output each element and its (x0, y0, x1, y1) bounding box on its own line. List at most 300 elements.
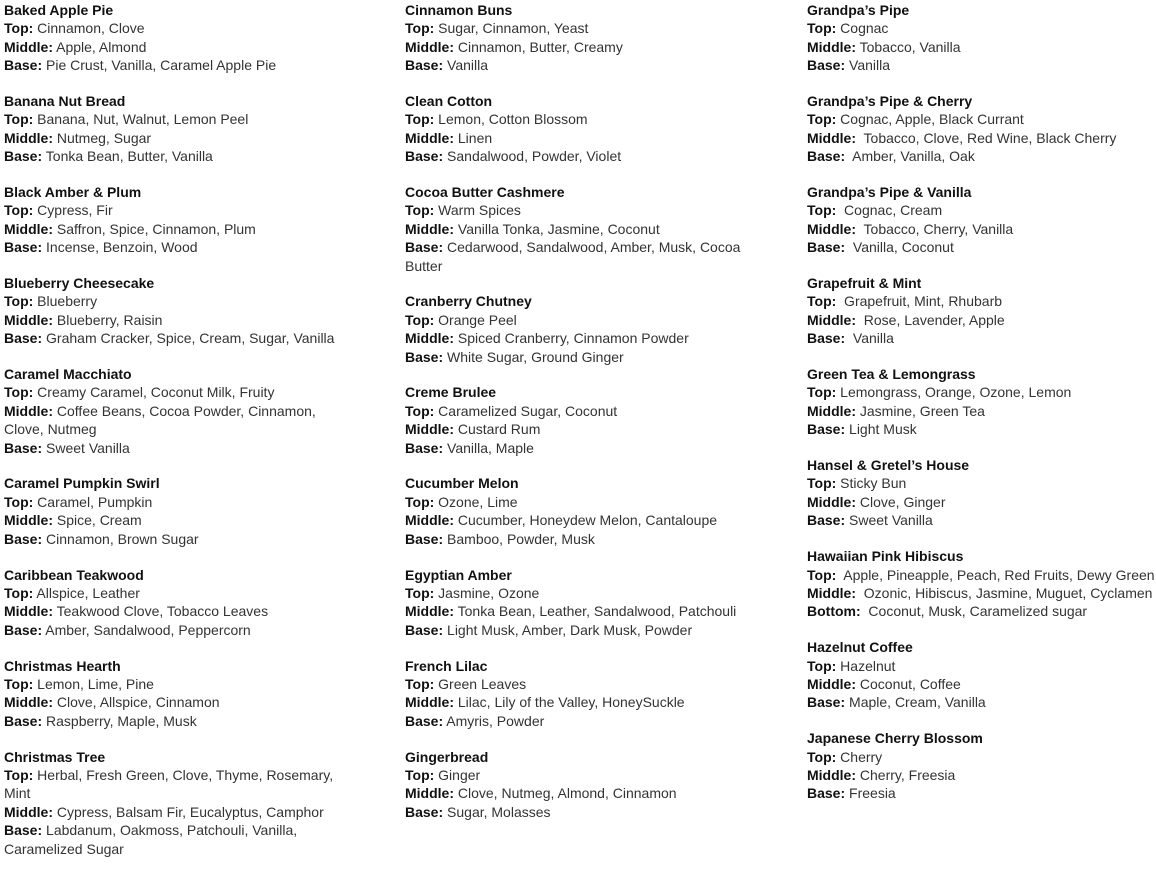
note-line (405, 238, 750, 275)
scent-entry (4, 92, 344, 166)
note-value: Cherry (836, 748, 883, 765)
note-label: Top: (807, 475, 837, 492)
note-line (405, 19, 750, 37)
note-value: Cherry, Freesia (856, 766, 956, 783)
note-value: Tobacco, Cherry, Vanilla (856, 220, 1014, 237)
note-value: Jasmine, Green Tea (856, 402, 985, 419)
note-line (4, 110, 344, 128)
note-label: Middle: (405, 512, 454, 529)
scent-title: Hazelnut Coffee (807, 639, 913, 656)
scent-title: Christmas Tree (4, 748, 106, 765)
note-line (4, 712, 344, 730)
note-label: Base: (4, 239, 43, 256)
note-label: Middle: (807, 584, 856, 601)
note-value: Sandalwood, Powder, Violet (443, 148, 622, 165)
note-line (405, 147, 750, 165)
note-value: White Sugar, Ground Ginger (443, 348, 624, 365)
note-label: Top: (405, 493, 435, 510)
note-value: Sugar, Molasses (443, 803, 551, 820)
note-line (405, 220, 750, 238)
note-value: Bamboo, Powder, Musk (443, 530, 595, 547)
note-value: Orange Peel (434, 311, 517, 328)
note-line (4, 621, 344, 639)
note-line (807, 784, 1156, 802)
scent-entry (405, 292, 750, 366)
note-label: Base: (4, 530, 43, 547)
note-label: Base: (405, 239, 444, 256)
note-value: Allspice, Leather (33, 584, 140, 601)
note-value: Ozone, Lime (434, 493, 518, 510)
note-line (405, 439, 750, 457)
note-value: Graham Cracker, Spice, Cream, Sugar, Vanilla (42, 330, 335, 347)
note-label: Top: (4, 675, 34, 692)
note-label: Middle: (4, 220, 53, 237)
note-line (807, 675, 1156, 693)
scent-title: Cinnamon Buns (405, 2, 513, 18)
note-value: Cognac, Apple, Black Currant (836, 111, 1024, 128)
note-label: Top: (807, 293, 837, 310)
note-label: Top: (405, 311, 435, 328)
note-line (807, 657, 1156, 675)
note-value: Rose, Lavender, Apple (856, 311, 1005, 328)
scent-entry (4, 566, 344, 640)
note-label: Base: (807, 512, 846, 529)
note-label: Top: (405, 675, 435, 692)
note-value: Blueberry, Raisin (53, 311, 163, 328)
scent-entry (4, 1, 344, 75)
note-label: Base: (4, 148, 43, 165)
note-line (4, 766, 344, 803)
note-line (4, 129, 344, 147)
note-line (405, 329, 750, 347)
note-label: Middle: (405, 603, 454, 620)
note-line (405, 129, 750, 147)
note-value: Lilac, Lily of the Valley, HoneySuckle (454, 694, 685, 711)
scent-title: Japanese Cherry Blossom (807, 730, 983, 747)
scent-entry (405, 748, 750, 822)
note-label: Top: (4, 202, 34, 219)
note-line (807, 748, 1156, 766)
scent-title: Christmas Hearth (4, 657, 121, 674)
note-label: Top: (4, 293, 34, 310)
note-line (4, 402, 344, 439)
note-line (807, 201, 1156, 219)
note-value: Vanilla (845, 330, 894, 347)
note-line (405, 56, 750, 74)
scent-title: Hawaiian Pink Hibiscus (807, 548, 964, 565)
scent-entry (807, 1, 1156, 75)
note-value: Banana, Nut, Walnut, Lemon Peel (33, 111, 249, 128)
note-label: Top: (807, 657, 837, 674)
note-value: Clove, Ginger (856, 493, 946, 510)
note-line (807, 311, 1156, 329)
scent-entry (4, 657, 344, 731)
note-value: Clove, Nutmeg, Almond, Cinnamon (454, 785, 677, 802)
note-label: Top: (4, 20, 34, 37)
note-line (807, 474, 1156, 492)
note-label: Top: (807, 20, 837, 37)
scent-title: Hansel & Gretel’s House (807, 457, 970, 474)
scent-title: Black Amber & Plum (4, 184, 142, 201)
note-line (807, 129, 1156, 147)
note-value: Hazelnut (836, 657, 896, 674)
scent-title: Caribbean Teakwood (4, 566, 144, 583)
note-value: Light Musk, Amber, Dark Musk, Powder (443, 621, 693, 638)
note-line (807, 19, 1156, 37)
scent-title: Gingerbread (405, 748, 489, 765)
scent-title: Grandpa’s Pipe & Vanilla (807, 184, 972, 201)
note-label: Top: (4, 384, 34, 401)
scent-entry (807, 365, 1156, 439)
note-value: Labdanum, Oakmoss, Patchouli, Vanilla, Caramelized Sugar (4, 822, 302, 857)
note-label: Top: (807, 384, 837, 401)
note-line (4, 238, 344, 256)
scent-title: French Lilac (405, 657, 488, 674)
note-line (4, 292, 344, 310)
note-label: Base: (405, 57, 444, 74)
note-line (807, 38, 1156, 56)
note-value: Apple, Almond (53, 38, 147, 55)
note-label: Base: (405, 148, 444, 165)
note-line (405, 530, 750, 548)
note-value: Cognac (836, 20, 889, 37)
scent-column (4, 1, 344, 875)
note-line (807, 110, 1156, 128)
note-label: Base: (405, 621, 444, 638)
note-value: Coconut, Coffee (856, 675, 961, 692)
scent-entry (405, 383, 750, 457)
note-value: Ozonic, Hibiscus, Jasmine, Muguet, Cyclamen (856, 584, 1153, 601)
scent-title: Creme Brulee (405, 384, 497, 401)
note-line (807, 383, 1156, 401)
scent-title: Caramel Pumpkin Swirl (4, 475, 160, 492)
note-value: Linen (454, 129, 493, 146)
note-line (405, 402, 750, 420)
note-line (807, 493, 1156, 511)
note-value: Caramel, Pumpkin (33, 493, 153, 510)
note-label: Middle: (807, 675, 856, 692)
note-line (4, 602, 344, 620)
note-value: Cinnamon, Clove (33, 20, 145, 37)
note-label: Top: (4, 493, 34, 510)
note-line (405, 712, 750, 730)
note-value: Saffron, Spice, Cinnamon, Plum (53, 220, 256, 237)
note-label: Base: (405, 348, 444, 365)
note-label: Middle: (807, 38, 856, 55)
note-label: Base: (807, 694, 846, 711)
scent-entry (405, 566, 750, 640)
scent-entry (807, 729, 1156, 803)
note-line (807, 292, 1156, 310)
note-line (405, 584, 750, 602)
note-value: Vanilla (845, 57, 891, 74)
note-label: Top: (807, 566, 837, 583)
note-value: Lemon, Cotton Blossom (434, 111, 588, 128)
note-line (405, 803, 750, 821)
note-value: Maple, Cream, Vanilla (845, 694, 986, 711)
note-line (405, 420, 750, 438)
note-value: Spiced Cranberry, Cinnamon Powder (454, 330, 689, 347)
note-line (4, 511, 344, 529)
note-line (405, 348, 750, 366)
note-value: Pie Crust, Vanilla, Caramel Apple Pie (42, 57, 277, 74)
note-line (807, 329, 1156, 347)
note-line (4, 201, 344, 219)
note-value: Cypress, Balsam Fir, Eucalyptus, Camphor (53, 803, 324, 820)
scent-title: Grandpa’s Pipe & Cherry (807, 93, 973, 110)
note-value: Raspberry, Maple, Musk (42, 712, 197, 729)
note-label: Base: (4, 57, 43, 74)
note-value: Ginger (434, 766, 481, 783)
note-value: Coffee Beans, Cocoa Powder, Cinnamon, Clove, Nutmeg (4, 402, 320, 438)
note-label: Middle: (405, 421, 454, 438)
note-label: Middle: (807, 220, 856, 237)
note-value: Cedarwood, Sandalwood, Amber, Musk, Cocoa Butter (405, 239, 745, 274)
note-value: Cognac, Cream (836, 202, 943, 219)
scent-column (405, 1, 750, 839)
scent-entry (807, 183, 1156, 257)
note-line (4, 439, 344, 457)
scent-title: Clean Cotton (405, 93, 493, 110)
note-label: Top: (405, 584, 435, 601)
note-line (807, 693, 1156, 711)
note-line (405, 766, 750, 784)
note-label: Middle: (807, 766, 856, 783)
note-label: Middle: (405, 220, 454, 237)
note-label: Middle: (405, 694, 454, 711)
note-value: Amber, Sandalwood, Peppercorn (42, 621, 251, 638)
note-value: Vanilla (443, 57, 489, 74)
scent-entry (4, 274, 344, 348)
note-label: Top: (405, 766, 435, 783)
scent-entry (807, 547, 1156, 621)
note-label: Top: (807, 111, 837, 128)
note-label: Top: (4, 111, 34, 128)
note-line (807, 566, 1156, 584)
scent-title: Grapefruit & Mint (807, 275, 922, 292)
scent-entry (807, 274, 1156, 348)
scent-title: Cucumber Melon (405, 475, 519, 492)
note-line (405, 693, 750, 711)
note-line (807, 511, 1156, 529)
note-value: Teakwood Clove, Tobacco Leaves (53, 603, 269, 620)
note-label: Base: (807, 785, 846, 802)
note-label: Middle: (807, 311, 856, 328)
note-label: Middle: (4, 512, 53, 529)
note-value: Custard Rum (454, 421, 541, 438)
note-value: Cinnamon, Butter, Creamy (454, 38, 623, 55)
note-line (4, 38, 344, 56)
note-line (4, 19, 344, 37)
note-line (405, 311, 750, 329)
note-value: Tobacco, Vanilla (856, 38, 961, 55)
note-label: Base: (807, 330, 846, 347)
note-value: Sweet Vanilla (845, 512, 933, 529)
note-value: Lemongrass, Orange, Ozone, Lemon (836, 384, 1072, 401)
note-value: Sugar, Cinnamon, Yeast (434, 20, 589, 37)
note-label: Base: (405, 803, 444, 820)
note-line (4, 693, 344, 711)
note-label: Middle: (4, 803, 53, 820)
note-line (405, 602, 750, 620)
note-value: Creamy Caramel, Coconut Milk, Fruity (33, 384, 275, 401)
note-line (807, 584, 1156, 602)
note-value: Cypress, Fir (33, 202, 113, 219)
note-line (807, 238, 1156, 256)
scent-entry (405, 92, 750, 166)
scent-title: Blueberry Cheesecake (4, 275, 155, 292)
note-label: Top: (405, 202, 435, 219)
note-label: Base: (4, 439, 43, 456)
note-label: Middle: (405, 38, 454, 55)
note-line (807, 56, 1156, 74)
scent-entry (4, 183, 344, 257)
note-label: Base: (4, 822, 43, 839)
note-line (4, 220, 344, 238)
note-line (807, 602, 1156, 620)
note-line (405, 784, 750, 802)
note-line (405, 201, 750, 219)
note-label: Base: (807, 239, 846, 256)
note-label: Top: (4, 766, 34, 783)
note-label: Base: (4, 330, 43, 347)
note-value: Blueberry (33, 293, 98, 310)
note-value: Tobacco, Clove, Red Wine, Black Cherry (856, 129, 1117, 146)
scent-entry (807, 456, 1156, 530)
note-value: Amber, Vanilla, Oak (845, 148, 975, 165)
note-line (4, 383, 344, 401)
note-label: Top: (807, 202, 837, 219)
note-value: Freesia (845, 785, 896, 802)
note-line (4, 803, 344, 821)
note-line (405, 675, 750, 693)
note-value: Tonka Bean, Butter, Vanilla (42, 148, 213, 165)
scent-column (807, 1, 1156, 820)
note-line (4, 56, 344, 74)
note-label: Middle: (4, 129, 53, 146)
note-value: Clove, Allspice, Cinnamon (53, 694, 220, 711)
note-value: Grapefruit, Mint, Rhubarb (836, 293, 1003, 310)
note-label: Middle: (807, 129, 856, 146)
note-line (4, 821, 344, 858)
note-value: Vanilla Tonka, Jasmine, Coconut (454, 220, 660, 237)
note-value: Cinnamon, Brown Sugar (42, 530, 199, 547)
scent-title: Cranberry Chutney (405, 293, 532, 310)
note-label: Base: (807, 57, 846, 74)
note-line (405, 38, 750, 56)
note-label: Middle: (807, 493, 856, 510)
scent-entry (4, 365, 344, 457)
note-value: Sweet Vanilla (42, 439, 130, 456)
note-label: Base: (405, 712, 444, 729)
note-value: Coconut, Musk, Caramelized sugar (860, 603, 1088, 620)
note-line (405, 511, 750, 529)
note-line (807, 766, 1156, 784)
scent-title: Cocoa Butter Cashmere (405, 184, 565, 201)
note-label: Middle: (4, 402, 53, 419)
note-value: Incense, Benzoin, Wood (42, 239, 198, 256)
scent-title: Baked Apple Pie (4, 2, 114, 18)
note-value: Vanilla, Coconut (845, 239, 954, 256)
note-line (405, 110, 750, 128)
scent-entry (807, 92, 1156, 166)
note-value: Amyris, Powder (443, 712, 545, 729)
scent-title: Caramel Macchiato (4, 366, 132, 383)
note-label: Middle: (4, 603, 53, 620)
note-value: Warm Spices (434, 202, 521, 219)
note-label: Base: (405, 530, 444, 547)
scent-title: Banana Nut Bread (4, 93, 126, 110)
note-value: Light Musk (845, 421, 917, 438)
note-line (4, 329, 344, 347)
note-line (4, 584, 344, 602)
note-value: Jasmine, Ozone (434, 584, 540, 601)
note-value: Cucumber, Honeydew Melon, Cantaloupe (454, 512, 718, 529)
note-line (807, 420, 1156, 438)
scent-entry (405, 1, 750, 75)
note-value: Lemon, Lime, Pine (33, 675, 154, 692)
note-label: Middle: (4, 694, 53, 711)
note-label: Middle: (4, 38, 53, 55)
scent-entry (4, 474, 344, 548)
scent-entry (405, 183, 750, 275)
note-value: Green Leaves (434, 675, 527, 692)
note-label: Middle: (807, 402, 856, 419)
note-value: Spice, Cream (53, 512, 142, 529)
note-line (4, 311, 344, 329)
note-label: Top: (807, 748, 837, 765)
note-label: Base: (807, 148, 846, 165)
scent-title: Green Tea & Lemongrass (807, 366, 976, 383)
scent-title: Grandpa’s Pipe (807, 2, 910, 18)
note-line (405, 621, 750, 639)
scent-entry (4, 748, 344, 858)
note-line (405, 493, 750, 511)
note-line (807, 220, 1156, 238)
note-label: Base: (4, 621, 43, 638)
scent-entry (405, 657, 750, 731)
note-label: Middle: (405, 785, 454, 802)
scent-entry (405, 474, 750, 548)
note-line (4, 147, 344, 165)
note-value: Herbal, Fresh Green, Clove, Thyme, Rosemary, Mint (4, 766, 337, 802)
note-label: Middle: (405, 129, 454, 146)
note-label: Top: (405, 20, 435, 37)
note-label: Base: (4, 712, 43, 729)
note-line (4, 493, 344, 511)
note-line (4, 675, 344, 693)
note-label: Top: (405, 111, 435, 128)
note-value: Caramelized Sugar, Coconut (434, 402, 618, 419)
note-value: Vanilla, Maple (443, 439, 534, 456)
note-value: Apple, Pineapple, Peach, Red Fruits, Dewy Green (836, 566, 1155, 583)
note-line (807, 147, 1156, 165)
note-label: Top: (4, 584, 34, 601)
note-label: Middle: (4, 311, 53, 328)
note-value: Tonka Bean, Leather, Sandalwood, Patchouli (454, 603, 737, 620)
note-value: Sticky Bun (836, 475, 907, 492)
note-label: Base: (807, 421, 846, 438)
note-label: Base: (405, 439, 444, 456)
note-value: Nutmeg, Sugar (53, 129, 152, 146)
note-line (807, 402, 1156, 420)
note-label: Top: (405, 402, 435, 419)
note-line (4, 530, 344, 548)
scent-title: Egyptian Amber (405, 566, 512, 583)
scent-entry (807, 638, 1156, 712)
note-label: Bottom: (807, 603, 861, 620)
note-label: Middle: (405, 330, 454, 347)
